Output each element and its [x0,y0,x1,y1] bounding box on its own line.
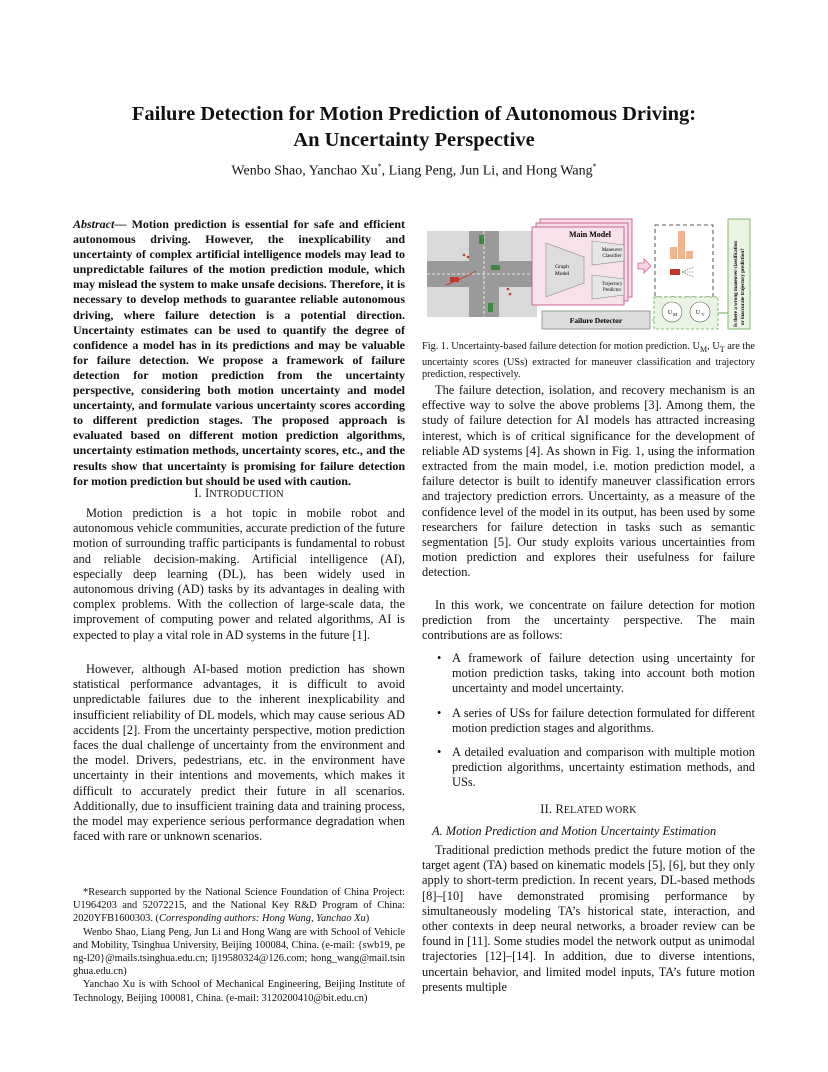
section-smallcaps: NTRODUCTION [209,489,284,500]
abstract [73,217,405,489]
right-paragraph-2 [422,598,755,644]
arrow-icon [638,259,651,273]
sidewalk-block [499,231,537,261]
title-line-1: Failure Detection for Motion Prediction of Autonomous Driving: [131,103,697,125]
figure-1-caption [422,341,755,382]
bullet-icon: • [437,705,442,720]
section-initial: I [205,486,210,500]
right-paragraph-3 [422,843,755,995]
section-heading-introduction [73,486,405,502]
item-text: A series of USs for failure detection formulated for different motion prediction stages and algorithms. [452,705,755,735]
contribution-list [422,646,755,791]
vehicle-icon [479,235,484,244]
section-heading-related-work [422,802,755,818]
paragraph-text: However, although AI-based motion prediction has shown statistical performance advantages, it is difficult to avoid unpredictable failures due to the inherent inexplicability and insufficient reliability of DL models, which may cause serious AD accidents [2]. From the uncertainty perspective, motion prediction faces the dual challenge of uncertainty from the environment and the model. Drivers, pedestrians, etc. in the environment have uncertainty in their intentions and movements, which makes it difficult to accurately predict their future in all scenarios. Additionally, due to insufficient training data and training process, the model may experience serious performance degradation when faced with rare or unknown scenarios. [73,662,405,844]
caption-text: Fig. 1. Uncertainty-based failure detection for motion prediction. U [422,341,700,352]
sidewalk-block [499,287,537,317]
question-line-1: Is there a wrong maneuver classification [734,241,739,327]
vehicle-icon [491,265,500,270]
footnote-funding [73,886,405,926]
section-number: I. [194,486,206,500]
paper-title [60,101,768,153]
graph-model-label-2: Model [554,271,570,277]
question-line-2: or inaccurate trajectory prediction? [741,248,746,325]
abstract-label: Abstract [73,217,115,231]
paragraph-text: Traditional prediction methods predict the future motion of the target agent (TA) based on kinematic models [5], [6], but they only apply to short-term prediction. In recent years, DL-based methods [8]–[10] have demonstrated promising performance by simultaneously modeling TA’s historical state, interaction, and other contexts in deep neural networks, a broader review can be found in [11]. Some studies model the network output as unimodal trajectories [12]–[14]. In addition, due to diverse intentions, uncertain behavior, and limited model inputs, TA’s future motion presents multiple [422,843,755,994]
footnote-italic: Corresponding authors: Hong Wang, Yanchao Xu [159,913,366,925]
caption-text: are the uncertainty scores (USs) extracted for maneuver classification and trajectory prediction, respectively. [422,341,755,381]
item-text: A framework of failure detection using uncertainty for motion prediction tasks, taking into account both motion uncertainty and model uncertainty. [452,651,755,696]
bullet-icon: • [437,651,442,665]
maneuver-label-2: Classifier [602,254,622,259]
trajectory-label-1: Trajectory [601,282,623,287]
paragraph-text: Motion prediction is a hot topic in mobile robot and autonomous vehicle communities, accurate prediction of the future motion of surrounding traffic participants is fundamental to robust and reliable decision-making. Artificial intelligence (AI), especially deep learning (DL), has been widely used in autonomous driving (AD) tasks by its advantages in dealing with complex problems. With the collection of large-scale data, the improvement of computing power and related algorithms, AI is expected to play a vital role in AD systems in the future [1]. [73,506,405,642]
footnotes [73,886,405,1005]
intro-paragraph-1 [73,506,405,643]
predicted-vehicle-icon [670,269,680,275]
graph-model-label-1: Graph [555,264,569,270]
authors-part-2: , Liang Peng, Jun Li, and Hong Wang [381,163,593,179]
failure-detector-label: Failure Detector [569,316,623,325]
ut-letter: U [695,310,701,316]
vehicle-icon [488,303,493,312]
ut-subscript: T [701,312,705,317]
question-box [728,219,750,329]
author-list [60,162,768,180]
author-mark-2: * [592,162,597,171]
paragraph-text: In this work, we concentrate on failure detection for motion prediction from the uncertainty perspective. The main contributions are as follows: [422,598,755,643]
abstract-dash: — [114,217,132,231]
footnote-end: ) [365,913,370,925]
caption-subscript-t: T [719,345,725,355]
bullet-icon: • [437,745,442,760]
section-number: II. [540,802,556,816]
subsection-heading-a: A. Motion Prediction and Motion Uncertainty Estimation [432,824,717,838]
section-smallcaps: ELATED WORK [563,805,637,816]
sidewalk-block [427,231,469,261]
author-mark-1: * [377,162,382,171]
contribution-item [422,651,755,697]
maneuver-label-1: Maneuver [601,248,623,253]
footnote-text: *Research supported by the National Science Foundation of China Project: U1964203 and 52072215, and the National Key R&D Program of China: 2020YFB1600303. ( [73,887,405,925]
caption-subscript-m: M [699,345,708,355]
title-line-2: An Uncertainty Perspective [293,129,535,151]
contribution-item [422,706,755,736]
um-letter: U [667,310,673,316]
contribution-item [422,745,755,791]
footnote-affiliation-2: Yanchao Xu is with School of Mechanical Engineering, Beijing Institute of Technology, Beijing 100081, China. (e-mail: 3120200410@bit.edu.cn) [73,979,405,1004]
um-subscript: M [672,312,678,317]
main-model-label: Main Model [569,230,611,239]
caption-text: , U [707,341,720,352]
intro-paragraph-2 [73,662,405,844]
item-text: A detailed evaluation and comparison with multiple motion prediction algorithms, uncertainty estimation methods, and USs. [452,745,755,790]
paragraph-text: The failure detection, isolation, and recovery mechanism is an effective way to solve the above problems [3]. Among them, the study of failure detection for AI models has attracted increasing interest, which is of critical significance for the development of reliable AD systems [4]. As shown in Fig. 1, using the information extracted from the main model, i.e. motion prediction model, a failure detector is built to identify maneuver classification errors and trajectory prediction errors. Uncertainty, as a measure of the confidence level of the model in its output, has been used by some researchers for failure detection in tasks such as semantic segmentation [5]. Our study exploits various uncertainties from motion prediction and explores their usefulness for failure detection. [422,383,755,580]
authors-part-1: Wenbo Shao, Yanchao Xu [231,163,378,179]
figure-1-diagram [424,213,758,335]
trajectory-label-2: Predictor [602,288,622,293]
section-initial: R [555,802,564,816]
sidewalk-block [427,287,469,317]
abstract-text: Motion prediction is essential for safe and efficient autonomous driving. However, the inexplicability and uncertainty of complex artificial intelligence models may lead to unpredictable failures of the motion prediction module, which may mislead the system to make unsafe decisions. Therefore, it is necessary to develop methods to guarantee reliable autonomous driving, where failure detection is a potential direction. Uncertainty estimates can be used to quantify the degree of confidence a model has in its predictions and may be valuable for failure detection. We propose a framework of failure detection for motion prediction from the uncertainty perspective, considering both motion uncertainty and model uncertainty, and formulate various uncertainty scores according to different prediction stages. The proposed approach is evaluated based on different motion prediction algorithms, uncertainty estimation methods, uncertainty scores, etc., and the results show that uncertainty is promising for failure detection for motion prediction but should be used with caution. [73,217,406,488]
footnote-affiliation-1: Wenbo Shao, Liang Peng, Jun Li and Hong Wang are with School of Vehicle and Mobility, Tsinghua University, Beijing 100084, China. (e-mail: {swb19, peng-l20}@mails.tsinghua.edu.cn; lj19580324@126.com; hong_wang@mail.tsinghua.edu.cn) [73,926,405,978]
right-paragraph-1 [422,383,755,581]
